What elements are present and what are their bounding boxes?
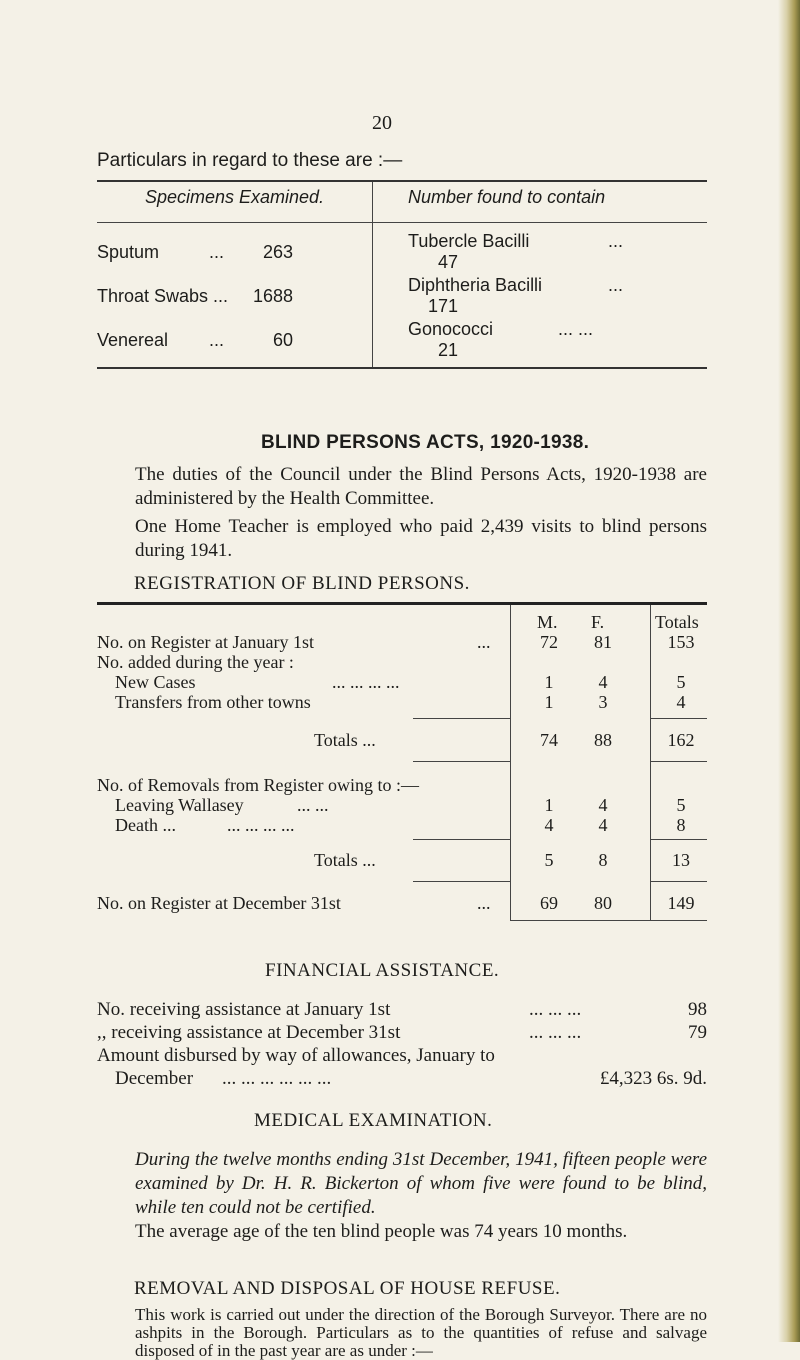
found-count: 47	[437, 252, 458, 272]
column-divider	[510, 738, 511, 820]
rule	[413, 761, 510, 762]
value-f: 81	[594, 632, 612, 652]
table-row	[97, 672, 707, 692]
list-item	[97, 998, 707, 1021]
value-f: 80	[594, 893, 612, 913]
dot-leader: ... ...	[558, 319, 594, 339]
dot-leader: ...	[209, 241, 225, 262]
table-row	[97, 893, 707, 913]
row-value: £4,323 6s. 9d.	[599, 1068, 707, 1089]
removals-block	[97, 775, 707, 835]
organism-name: Tubercle Bacilli	[408, 231, 530, 251]
value-m: 1	[544, 672, 554, 692]
rule	[650, 718, 707, 719]
table-row	[97, 318, 707, 368]
medical-paragraph-2	[97, 1220, 707, 1244]
row-label: Amount disbursed by way of allowances, January to	[97, 1045, 495, 1066]
specimens-table	[97, 180, 707, 369]
registration-top-rule	[97, 602, 707, 605]
specimen-name: Throat Swabs ...	[97, 285, 229, 306]
value-m: 74	[540, 730, 558, 750]
row-label: Transfers from other towns	[115, 692, 311, 712]
value-total: 13	[672, 850, 690, 870]
value-total: 8	[676, 815, 686, 835]
page-number: 20	[372, 112, 392, 134]
blind-paragraph-2	[97, 515, 707, 563]
page-edge-shadow	[778, 0, 800, 1342]
row-value: 79	[688, 1022, 707, 1043]
organism-name: Gonococci	[408, 319, 494, 339]
specimen-count: 263	[262, 241, 293, 262]
registration-table	[97, 612, 707, 712]
value-f: 3	[598, 692, 608, 712]
refuse-heading: REMOVAL AND DISPOSAL OF HOUSE REFUSE.	[134, 1278, 561, 1299]
col-total-header: Totals	[655, 612, 699, 632]
financial-heading: FINANCIAL ASSISTANCE.	[265, 960, 500, 981]
totals-label: Totals ...	[314, 730, 376, 750]
col-m-header: M.	[537, 612, 558, 632]
found-header: Number found to contain	[373, 181, 708, 223]
value-f: 4	[598, 795, 608, 815]
dot-leader: ...	[209, 329, 225, 350]
registration-heading: REGISTRATION OF BLIND PERSONS.	[134, 573, 470, 594]
row-label: No. receiving assistance at January 1st	[97, 999, 391, 1020]
row-label: Death ...	[115, 815, 176, 835]
paragraph-text: One Home Teacher is employed who paid 2,439 visits to blind persons during 1941.	[135, 516, 707, 561]
blind-paragraph-1	[97, 463, 707, 511]
value-f: 88	[594, 730, 612, 750]
specimens-header: Specimens Examined.	[97, 181, 373, 223]
col-f-header: F.	[591, 612, 605, 632]
row-label: No. added during the year :	[97, 652, 294, 672]
totals-label: Totals ...	[314, 850, 376, 870]
organism-name: Diphtheria Bacilli	[408, 275, 543, 295]
dot-leader: ...	[477, 632, 491, 652]
specimen-count: 1688	[252, 285, 293, 306]
table-row	[97, 274, 707, 318]
refuse-paragraph	[97, 1305, 707, 1360]
row-label: No. on Register at January 1st	[97, 632, 314, 652]
table-row	[97, 652, 707, 672]
dot-leader: ... ... ... ...	[332, 672, 400, 692]
value-m: 4	[544, 815, 554, 835]
table-row	[97, 775, 707, 795]
value-total: 162	[667, 730, 695, 750]
specimen-name: Sputum	[97, 241, 160, 262]
value-m: 69	[540, 893, 558, 913]
dot-leader: ... ... ...	[529, 999, 582, 1020]
table-row	[97, 223, 707, 275]
value-m: 1	[544, 795, 554, 815]
rule	[413, 718, 510, 719]
value-m: 72	[540, 632, 558, 652]
value-m: 1	[544, 692, 554, 712]
value-f: 4	[598, 815, 608, 835]
table-row	[97, 850, 707, 870]
specimen-name: Venereal	[97, 329, 169, 350]
dot-leader: ...	[608, 275, 624, 295]
specimen-count: 60	[272, 329, 293, 350]
table-row	[97, 795, 707, 815]
value-f: 4	[598, 672, 608, 692]
value-total: 5	[676, 672, 686, 692]
value-total: 5	[676, 795, 686, 815]
dot-leader: ... ...	[297, 795, 329, 815]
row-label: No. on Register at December 31st	[97, 893, 341, 913]
value-total: 149	[667, 893, 695, 913]
rule	[413, 881, 510, 882]
rule	[650, 881, 707, 882]
list-item	[97, 1044, 707, 1067]
rule	[510, 920, 707, 921]
paragraph-text: The duties of the Council under the Blind Persons Acts, 1920-1938 are administered by the Health Committee.	[135, 464, 707, 509]
paragraph-text: The average age of the ten blind people was 74 years 10 months.	[135, 1221, 628, 1242]
dot-leader: ... ... ... ... ... ...	[222, 1068, 332, 1089]
paragraph-text: During the twelve months ending 31st December, 1941, fifteen people were examined by Dr. H. R. Bickerton of whom five were found to be blind, while ten could not be certified.	[135, 1149, 707, 1218]
financial-block	[97, 998, 707, 1090]
row-value: 98	[688, 999, 707, 1020]
medical-heading: MEDICAL EXAMINATION.	[254, 1110, 493, 1131]
row-label: New Cases	[115, 672, 196, 692]
value-total: 4	[676, 692, 686, 712]
row-label: Leaving Wallasey	[115, 795, 244, 815]
dot-leader: ...	[477, 893, 491, 913]
list-item	[97, 1067, 707, 1090]
medical-paragraph-1	[97, 1148, 707, 1220]
intro-text: Particulars in regard to these are :—	[97, 150, 403, 171]
column-divider	[650, 738, 651, 820]
rule	[650, 761, 707, 762]
table-row	[97, 730, 707, 750]
row-label: December	[115, 1068, 194, 1089]
table-row	[97, 632, 707, 652]
value-m: 5	[544, 850, 554, 870]
found-count: 21	[437, 340, 458, 360]
value-f: 8	[598, 850, 608, 870]
rule	[650, 839, 707, 840]
found-count: 171	[427, 296, 458, 316]
dot-leader: ...	[608, 231, 624, 251]
value-total: 153	[667, 632, 695, 652]
table-row	[97, 815, 707, 835]
blind-persons-heading: BLIND PERSONS ACTS, 1920-1938.	[261, 432, 590, 453]
dot-leader: ... ... ...	[529, 1022, 582, 1043]
row-label: ,, receiving assistance at December 31st	[97, 1022, 401, 1043]
table-row	[97, 692, 707, 712]
rule	[413, 839, 510, 840]
paragraph-text: This work is carried out under the direction of the Borough Surveyor. There are no ashpits in the Borough. Particulars as to the quantities of refuse and salvage disposed of in the past year are as under :—	[135, 1305, 707, 1360]
dot-leader: ... ... ... ...	[227, 815, 295, 835]
row-label: No. of Removals from Register owing to :—	[97, 775, 419, 795]
list-item	[97, 1021, 707, 1044]
